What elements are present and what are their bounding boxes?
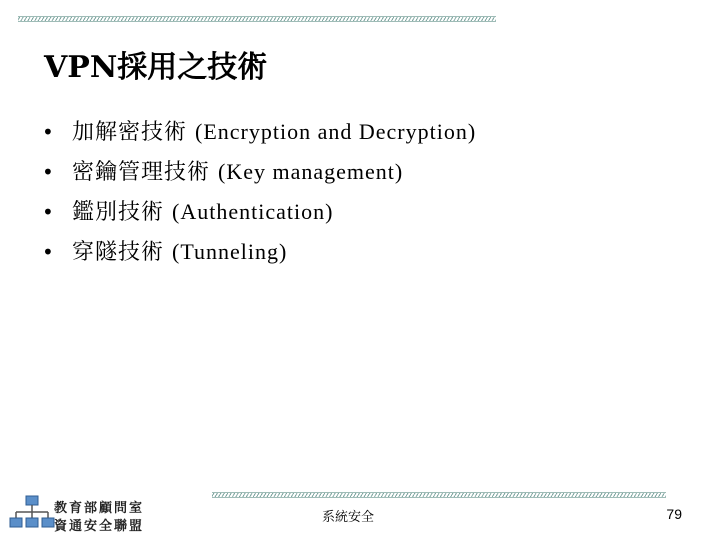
bullet-cn-text: 穿隧技術 xyxy=(72,240,165,265)
bullet-dot: • xyxy=(42,160,54,184)
bullet-dot: • xyxy=(42,240,54,264)
top-decorative-bar xyxy=(18,16,496,22)
bullet-dot: • xyxy=(42,120,54,144)
logo-line-1: 教育部顧問室 xyxy=(54,501,145,516)
bottom-decorative-bar xyxy=(212,492,666,498)
bullet-en-text: (Key management) xyxy=(218,159,404,184)
bullet-cn-text: 鑑別技術 xyxy=(72,200,165,225)
bullet-en-text: (Tunneling) xyxy=(172,239,288,264)
bullet-cn-text: 密鑰管理技術 xyxy=(72,160,211,185)
bullet-cn-text: 加解密技術 xyxy=(72,120,188,145)
bullet-en-text: (Encryption and Decryption) xyxy=(195,119,477,144)
slide-title: VPN採用之技術 xyxy=(44,50,268,85)
footer-course-title: 系統安全 xyxy=(322,510,375,525)
bullet-en-text: (Authentication) xyxy=(172,199,334,224)
logo-line-2: 資通安全聯盟 xyxy=(54,519,145,534)
bullet-dot: • xyxy=(42,200,54,224)
logo-text xyxy=(54,500,144,536)
page-number: 79 xyxy=(666,506,682,522)
